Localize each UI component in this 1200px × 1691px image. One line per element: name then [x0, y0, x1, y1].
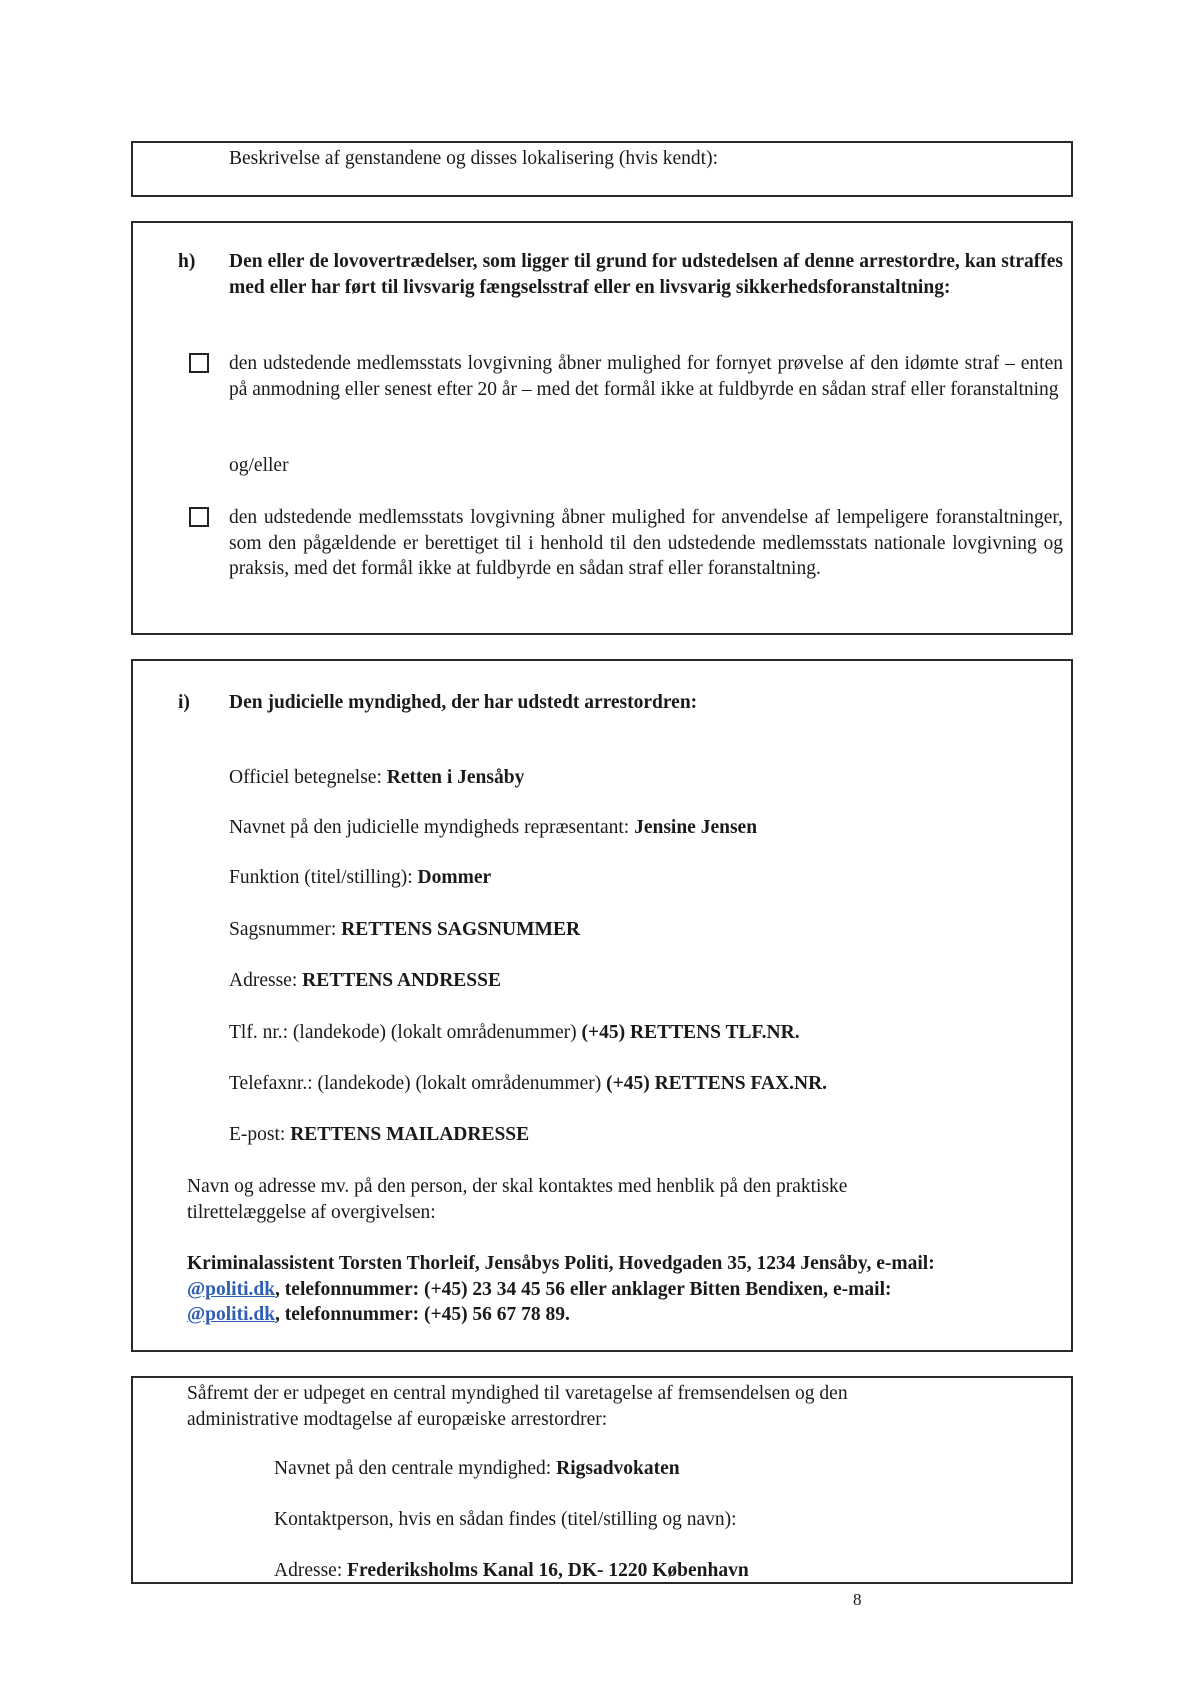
field-label: Navnet på den judicielle myndigheds repræsentant:: [229, 817, 630, 838]
contact-line-2: [187, 1277, 1067, 1303]
section-i-heading: Den judicielle myndighed, der har udstedt arrestordren:: [229, 692, 698, 713]
central-contact-person: Kontaktperson, hvis en sådan findes (titel/stilling og navn):: [274, 1509, 737, 1530]
field-value: (+45) RETTENS FAX.NR.: [606, 1073, 828, 1094]
field-label: Tlf. nr.: (landekode) (lokalt områdenummer): [229, 1022, 577, 1043]
field-label: Funktion (titel/stilling):: [229, 867, 413, 888]
field-official-name: [229, 765, 524, 791]
central-address-label: Adresse:: [274, 1560, 343, 1581]
field-label: Sagsnummer:: [229, 919, 337, 940]
option-review-text: den udstedende medlemsstats lovgivning åbner mulighed for fornyet prøvelse af den idømte straf – enten på anmodning eller senest efter 20 år – med det formål ikke at fuldbyrde en sådan straf eller foranstaltning: [229, 353, 1063, 400]
section-i-marker: i): [178, 692, 190, 713]
section-h-box: [131, 221, 1073, 635]
field-label: Telefaxnr.: (landekode) (lokalt områdenummer): [229, 1073, 602, 1094]
field-representative: [229, 815, 757, 841]
option-lenient-text: den udstedende medlemsstats lovgivning åbner mulighed for anvendelse af lempeligere foranstaltninger, som den pågældende er berettiget til i henhold til den udstedende medlemsstats nationale lovgivning og praksis, med det formål ikke at fuldbyrde en sådan straf eller foranstaltning.: [229, 507, 1063, 579]
option-review-checkbox[interactable]: [189, 353, 209, 373]
field-value: (+45) RETTENS TLF.NR.: [581, 1022, 800, 1043]
field-value: Jensine Jensen: [634, 817, 758, 838]
field-value: RETTENS SAGSNUMMER: [341, 919, 581, 940]
field-address: [229, 968, 501, 994]
field-phone: [229, 1020, 800, 1046]
contact-line-3-text: , telefonnummer: (+45) 56 67 78 89.: [275, 1304, 570, 1325]
option-lenient-checkbox[interactable]: [189, 507, 209, 527]
and-or-connector: og/eller: [229, 455, 289, 476]
field-email: [229, 1122, 529, 1148]
contact-line-2-text: , telefonnummer: (+45) 23 34 45 56 eller anklager Bitten Bendixen, e-mail:: [275, 1278, 892, 1300]
email-link-1[interactable]: @politi.dk: [187, 1278, 276, 1300]
page-number: 8: [853, 1590, 862, 1609]
field-value: Retten i Jensåby: [386, 767, 525, 788]
central-authority-name: [274, 1456, 680, 1482]
central-name-value: Rigsadvokaten: [556, 1458, 680, 1479]
contact-line-3: [187, 1302, 1067, 1328]
central-address-value: Frederiksholms Kanal 16, DK- 1220 København: [347, 1560, 749, 1581]
contact-line-1: Kriminalassistent Torsten Thorleif, Jensåbys Politi, Hovedgaden 35, 1234 Jensåby, e-mail:: [187, 1253, 935, 1274]
field-case-number: [229, 917, 580, 943]
field-function: [229, 865, 491, 891]
central-authority-intro: Såfremt der er udpeget en central myndighed til varetagelse af fremsendelsen og den administrative modtagelse af europæiske arrestordrer:: [187, 1383, 848, 1430]
object-description-label: Beskrivelse af genstandene og disses lokalisering (hvis kendt):: [229, 148, 719, 169]
section-h-heading: Den eller de lovovertrædelser, som ligger til grund for udstedelsen af denne arrestordre, kan straffes med eller har ført til livsvarig fængselsstraf eller en livsvarig sikkerhedsforanstaltning:: [229, 251, 1063, 298]
field-value: RETTENS ANDRESSE: [302, 970, 501, 991]
field-value: RETTENS MAILADRESSE: [290, 1124, 530, 1145]
section-h-marker: h): [178, 251, 196, 272]
field-fax: [229, 1071, 827, 1097]
field-value: Dommer: [417, 867, 492, 888]
field-label: E-post:: [229, 1124, 286, 1145]
central-authority-box: [131, 1376, 1073, 1584]
field-label: Officiel betegnelse:: [229, 767, 382, 788]
central-address: [274, 1558, 749, 1584]
contact-person-details: [187, 1251, 1067, 1328]
central-name-label: Navnet på den centrale myndighed:: [274, 1458, 552, 1479]
contact-person-intro: Navn og adresse mv. på den person, der skal kontaktes med henblik på den praktiske tilrettelæggelse af overgivelsen:: [187, 1176, 848, 1223]
section-g-box: [131, 141, 1073, 197]
field-label: Adresse:: [229, 970, 298, 991]
email-link-2[interactable]: @politi.dk: [187, 1304, 276, 1325]
section-i-box: [131, 659, 1073, 1352]
